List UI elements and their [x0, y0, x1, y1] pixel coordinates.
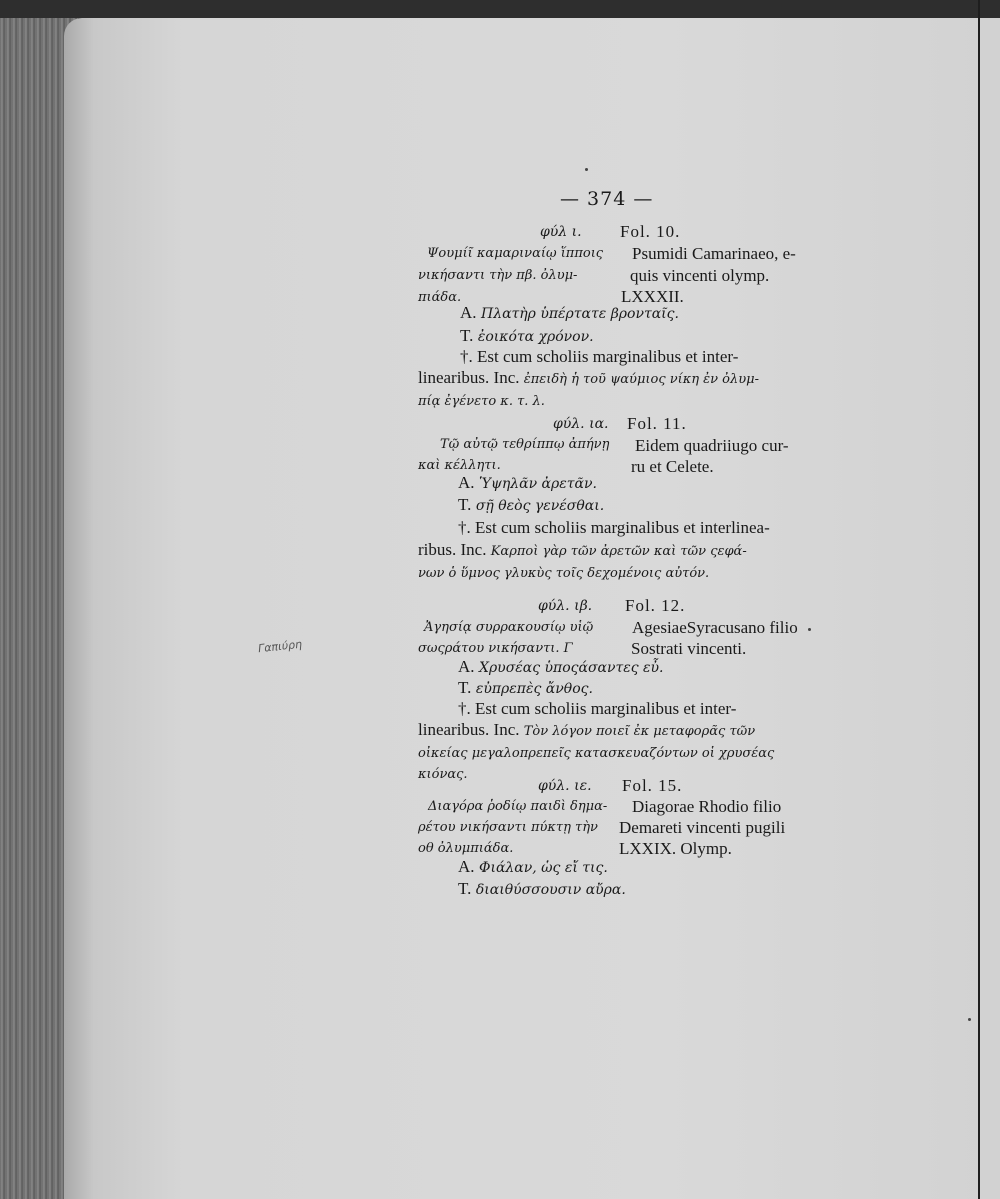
entry-1-verse-t	[460, 326, 594, 346]
entry-4-verse-t	[458, 879, 626, 899]
entry-3-latin-title-line: Sostrati vincenti.	[631, 639, 747, 658]
entry-1-note-line: †. Est cum scholiis marginalibus et inter-	[460, 347, 739, 366]
entry-2-greek-title-line: Τῷ αὐτῷ τεθρίππῳ ἀπήνῃ	[440, 437, 610, 452]
entry-2-greek-title-line: καὶ κέλλητι.	[418, 458, 501, 473]
verse-label: A.	[460, 303, 477, 322]
verse-text: Πλατὴρ ὑπέρτατε βρονταῖς.	[480, 306, 679, 322]
entry-1-greek-folio: φύλ ι.	[540, 224, 582, 240]
verse-label: A.	[458, 473, 475, 492]
entry-2-latin-folio: Fol. 11.	[627, 414, 687, 433]
entry-3-greek-folio: φύλ. ιβ.	[538, 598, 593, 614]
verse-label: A.	[458, 657, 475, 676]
entry-3-verse-t	[458, 678, 593, 698]
entry-1-note-line	[418, 368, 759, 388]
note-greek: νων ὁ ὕμνος γλυκὺς τοῖς δεχομένοις αὐτόν.	[418, 566, 710, 581]
entry-4-latin-folio: Fol. 15.	[622, 776, 683, 795]
entry-3-note-line	[418, 742, 774, 762]
entry-1-greek-title-line: Ψουμίῖ καμαριναίῳ ἵπποις	[427, 246, 604, 261]
entry-2-latin-title-line: Eidem quadriiugo cur-	[635, 436, 789, 455]
entry-3-latin-folio: Fol. 12.	[625, 596, 686, 615]
paper-speck	[585, 168, 588, 171]
entry-1-latin-title-line: Psumidi Camarinaeo, e-	[632, 244, 796, 263]
entry-2-note-line	[418, 540, 747, 560]
verse-text: διαιθύσσουσιν αὔρα.	[475, 882, 626, 898]
entry-2-greek-folio: φύλ. ια.	[553, 416, 609, 432]
entry-2-verse-a	[458, 473, 597, 493]
entry-3-verse-a	[458, 657, 664, 677]
entry-3-greek-title-line: σωςράτου νικήσαντι. Γ	[418, 641, 573, 656]
entry-3-latin-title-line: AgesiaeSyracusano filio	[632, 618, 798, 637]
entry-3-note-line	[418, 720, 755, 740]
entry-2-note-line: †. Est cum scholiis marginalibus et interlinea-	[458, 518, 770, 537]
scan-border-line	[978, 0, 980, 1199]
entry-2-verse-t	[458, 495, 604, 515]
entry-4-latin-title-line: LXXIX. Olymp.	[619, 839, 732, 858]
entry-2-note-line	[418, 562, 709, 582]
entry-4-verse-a	[458, 857, 608, 877]
entry-1-latin-title-line: LXXXII.	[621, 287, 684, 306]
verse-label: T.	[458, 879, 472, 898]
entry-2-latin-title-line: ru et Celete.	[631, 457, 714, 476]
note-greek: Τὸν λόγον ποιεῖ ἐκ μεταφορᾶς τῶν	[523, 724, 756, 739]
book-page	[64, 18, 1000, 1199]
note-greek: κιόνας.	[418, 767, 468, 782]
entry-4-greek-title-line: ρέτου νικήσαντι πύκτῃ τὴν	[418, 820, 598, 835]
verse-label: T.	[458, 678, 472, 697]
verse-text: Χρυσέας ὑποςάσαντες εὖ.	[478, 660, 664, 676]
note-latin: ribus. Inc.	[418, 540, 487, 559]
entry-1-latin-folio: Fol. 10.	[620, 222, 681, 241]
note-greek: Καρποὶ γὰρ τῶν ἀρετῶν καὶ τῶν ςεφά-	[490, 544, 747, 559]
entry-4-greek-title-line: οθ ὀλυμπιάδα.	[418, 841, 514, 856]
entry-1-greek-title-line: πιάδα.	[418, 290, 462, 305]
entry-3-note-line: †. Est cum scholiis marginalibus et inter-	[458, 699, 737, 718]
entry-4-greek-folio: φύλ. ιε.	[538, 778, 592, 794]
paper-speck	[968, 1018, 971, 1021]
note-greek: ἐπειδὴ ἡ τοῦ ψαύμιος νίκη ἐν ὀλυμ-	[523, 372, 759, 387]
note-greek: οἰκείας μεγαλοπρεπεῖς κατασκευαζόντων οἱ χρυσέας	[418, 746, 775, 761]
verse-label: T.	[460, 326, 474, 345]
entry-4-latin-title-line: Demareti vincenti pugili	[619, 818, 786, 837]
verse-label: A.	[458, 857, 475, 876]
entry-1-greek-title-line: νικήσαντι τὴν πβ. ὀλυμ-	[418, 268, 578, 283]
verse-text: σῇ θεὸς γενέσθαι.	[475, 498, 605, 514]
verse-text: εὐπρεπὲς ἄνθος.	[475, 681, 593, 697]
entry-3-greek-title-line: Ἀγησίᾳ συρρακουσίῳ υἱῷ	[424, 620, 594, 635]
verse-text: ἐοικότα χρόνον.	[477, 329, 594, 345]
verse-label: T.	[458, 495, 472, 514]
entry-3-note-line	[418, 763, 468, 783]
entry-1-verse-a	[460, 303, 679, 323]
page-number: — 374 —	[560, 188, 654, 210]
paper-speck	[808, 628, 811, 631]
note-latin: linearibus. Inc.	[418, 368, 520, 387]
note-greek: πίᾳ ἐγένετο κ. τ. λ.	[418, 394, 545, 409]
margin-handwritten-note: Γαπιύρη	[257, 637, 303, 656]
entry-1-latin-title-line: quis vincenti olymp.	[630, 266, 770, 285]
verse-text: Ὑψηλᾶν ἀρετᾶν.	[478, 476, 597, 492]
note-latin: linearibus. Inc.	[418, 720, 520, 739]
entry-4-latin-title-line: Diagorae Rhodio filio	[632, 797, 782, 816]
verse-text: Φιάλαν, ὡς εἴ τις.	[478, 860, 608, 876]
entry-1-note-line	[418, 390, 545, 410]
entry-4-greek-title-line: Διαγόρα ῥοδίῳ παιδὶ δημα-	[428, 799, 608, 814]
